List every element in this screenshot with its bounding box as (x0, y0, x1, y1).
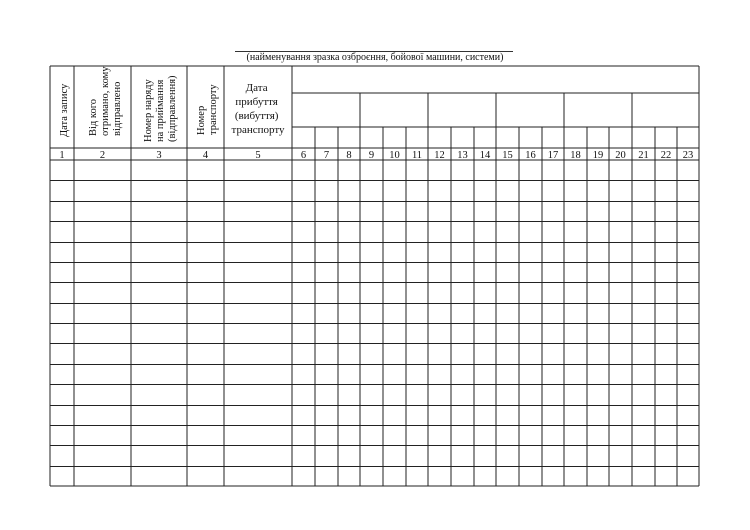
header-transport-no-line: Номер (196, 105, 207, 135)
header-order-no (143, 75, 178, 142)
header-arrival-date-line: (вибуття) (234, 110, 279, 122)
column-number: 10 (389, 150, 400, 161)
header-arrival-date (232, 82, 285, 136)
column-number: 13 (457, 150, 468, 161)
header-order-no-line: (відправлення) (167, 75, 178, 142)
header-transport-no-line: транспорту (208, 84, 219, 135)
header-transport-no (196, 84, 219, 135)
header-arrival-date-line: прибуття (235, 96, 278, 108)
header-from-to-line: відправлено (112, 81, 123, 136)
column-number: 23 (682, 150, 694, 161)
header-from-to-line: отримано, кому (100, 66, 111, 136)
column-number: 9 (368, 150, 375, 161)
column-number: 3 (156, 150, 162, 161)
column-number: 12 (434, 150, 445, 161)
form-caption: (найменування зразка озброєння, бойової машини, системи) (246, 52, 504, 63)
header-from-to (88, 64, 123, 136)
column-number-row (59, 150, 693, 161)
column-number: 6 (300, 150, 307, 161)
column-number: 14 (479, 150, 491, 161)
column-number: 19 (592, 150, 604, 161)
header-from-to-line: Від кого (88, 98, 99, 136)
column-number: 21 (638, 150, 649, 161)
column-number: 18 (570, 150, 581, 161)
column-number: 2 (99, 150, 106, 161)
column-number: 8 (346, 150, 352, 161)
column-number: 7 (323, 150, 330, 161)
header-order-no-line: Номер наряду (143, 79, 154, 142)
header-date-entry-line: Дата запису (59, 83, 70, 137)
column-number: 16 (525, 150, 536, 161)
header-date-entry (59, 83, 70, 137)
column-number: 11 (411, 150, 423, 161)
column-number: 15 (502, 150, 513, 161)
column-number: 5 (255, 150, 261, 161)
header-arrival-date-line: Дата (245, 82, 268, 94)
column-number: 4 (202, 150, 209, 161)
column-number: 17 (547, 150, 559, 161)
column-number: 22 (660, 150, 672, 161)
header-arrival-date-line: транспорту (231, 124, 285, 136)
column-number: 1 (59, 150, 65, 161)
header-order-no-line: на приймання (155, 79, 166, 142)
column-number: 20 (615, 150, 626, 161)
